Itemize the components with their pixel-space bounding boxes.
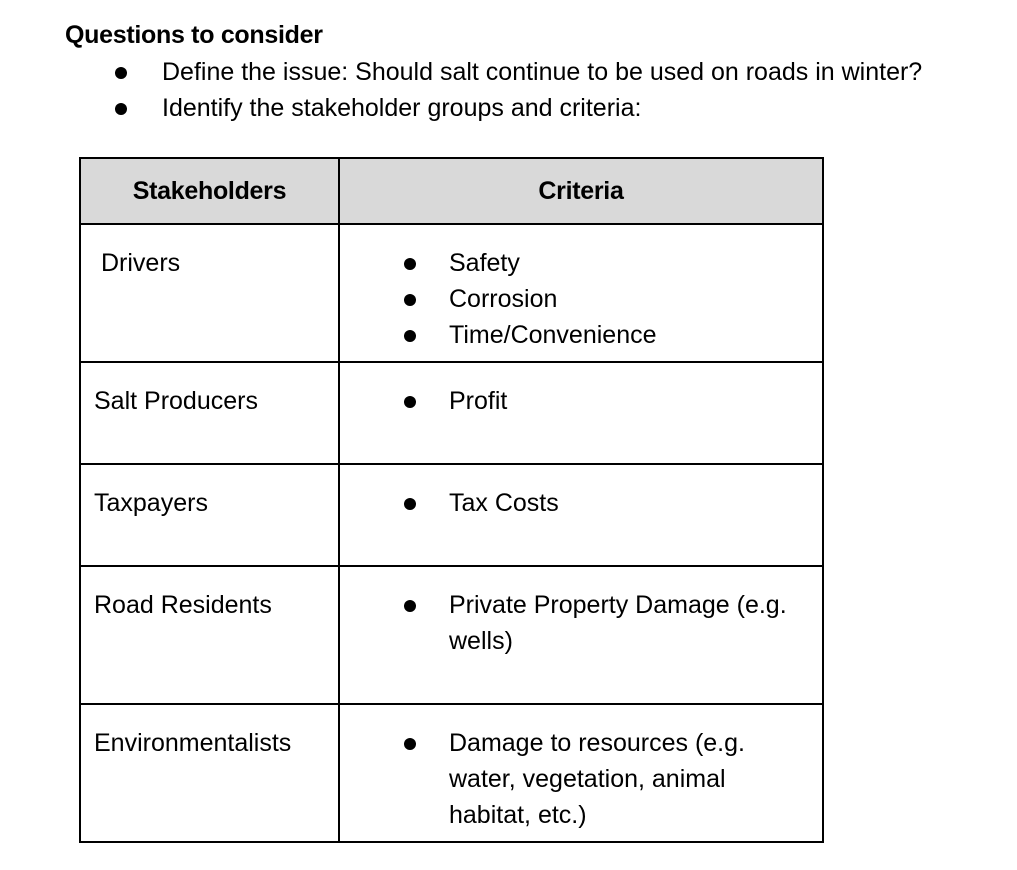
criteria-item <box>340 725 822 833</box>
stakeholders-column-header: Stakeholders <box>80 158 339 224</box>
criteria-item <box>340 587 822 659</box>
criteria-text: Private Property Damage (e.g. wells) <box>449 591 787 655</box>
bullet-icon <box>115 67 127 79</box>
stakeholder-cell <box>80 704 339 842</box>
bullet-icon <box>404 738 416 750</box>
criteria-text: Tax Costs <box>449 489 559 517</box>
bullet-icon <box>404 600 416 612</box>
table-row <box>80 464 823 566</box>
criteria-item <box>340 317 822 353</box>
table-header-row <box>80 158 823 224</box>
criteria-list <box>340 567 822 659</box>
criteria-item <box>340 383 822 419</box>
bullet-icon <box>115 103 127 115</box>
stakeholder-criteria-table <box>79 157 824 843</box>
criteria-text: Time/Convenience <box>449 321 657 349</box>
bullet-icon <box>404 396 416 408</box>
criteria-cell <box>339 704 823 842</box>
stakeholder-name: Road Residents <box>94 591 272 619</box>
stakeholder-name: Salt Producers <box>94 387 258 415</box>
criteria-list <box>340 705 822 833</box>
criteria-list <box>340 225 822 353</box>
questions-list <box>110 54 922 126</box>
criteria-text: Safety <box>449 249 520 277</box>
question-item <box>110 54 922 90</box>
table-row <box>80 566 823 704</box>
criteria-list <box>340 465 822 521</box>
question-text: Define the issue: Should salt continue to be used on roads in winter? <box>162 58 923 86</box>
criteria-item <box>340 485 822 521</box>
criteria-item <box>340 281 822 317</box>
question-item <box>110 90 922 126</box>
stakeholder-cell <box>80 566 339 704</box>
section-heading: Questions to consider <box>65 21 323 49</box>
criteria-item <box>340 245 822 281</box>
question-text: Identify the stakeholder groups and criteria: <box>162 94 642 122</box>
stakeholder-name: Environmentalists <box>94 729 292 757</box>
criteria-column-header: Criteria <box>339 158 823 224</box>
criteria-cell <box>339 566 823 704</box>
table-row <box>80 362 823 464</box>
stakeholder-cell <box>80 362 339 464</box>
criteria-text: Damage to resources (e.g. water, vegetation, animal habitat, etc.) <box>449 729 745 829</box>
stakeholder-cell <box>80 224 339 362</box>
criteria-text: Corrosion <box>449 285 558 313</box>
criteria-cell <box>339 464 823 566</box>
bullet-icon <box>404 258 416 270</box>
bullet-icon <box>404 294 416 306</box>
criteria-text: Profit <box>449 387 508 415</box>
stakeholder-name: Drivers <box>101 249 181 277</box>
criteria-cell <box>339 362 823 464</box>
criteria-list <box>340 363 822 419</box>
table-row <box>80 704 823 842</box>
table-row <box>80 224 823 362</box>
bullet-icon <box>404 330 416 342</box>
stakeholder-cell <box>80 464 339 566</box>
criteria-cell <box>339 224 823 362</box>
bullet-icon <box>404 498 416 510</box>
stakeholder-name: Taxpayers <box>94 489 208 517</box>
